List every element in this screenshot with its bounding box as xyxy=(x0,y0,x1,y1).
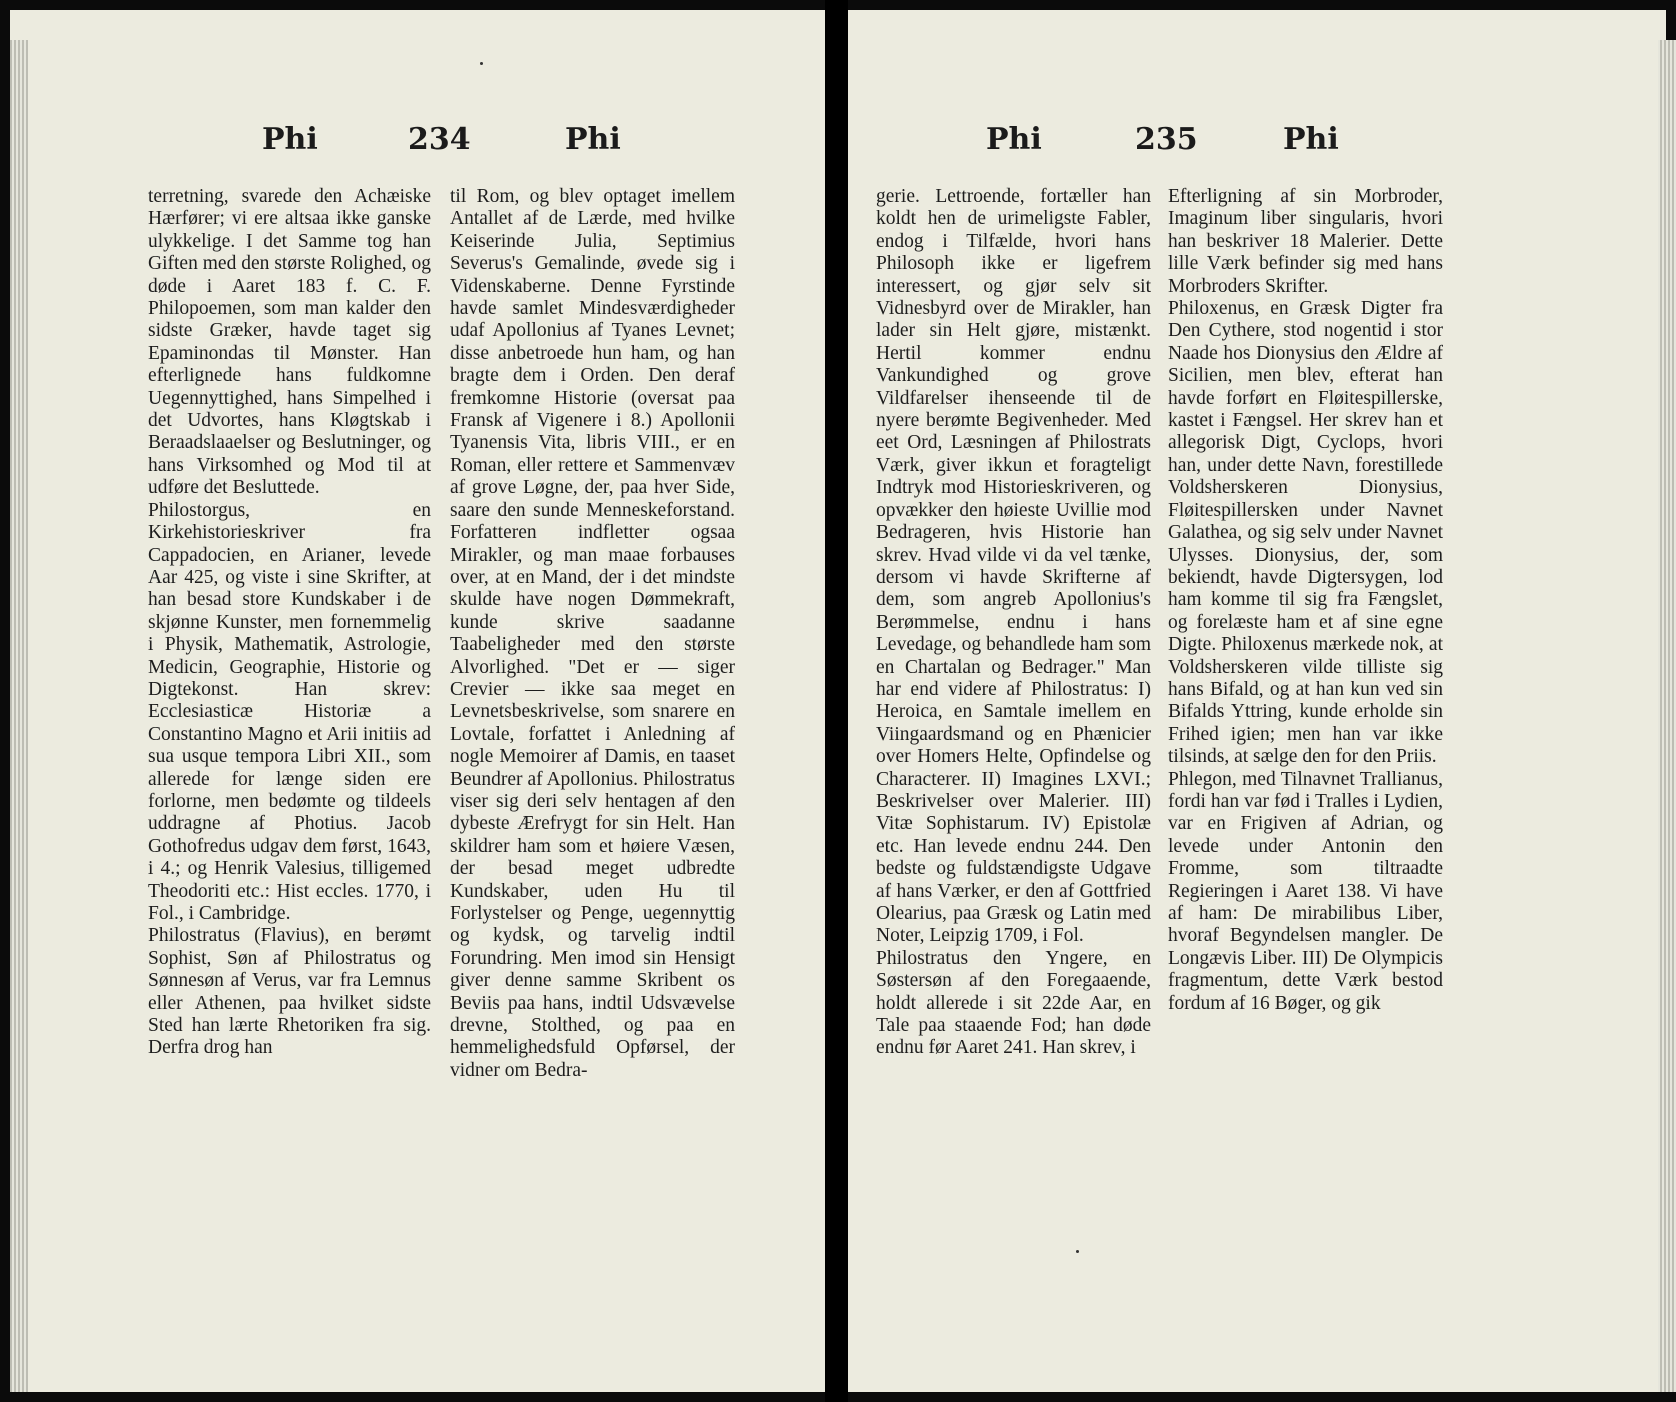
print-speck xyxy=(1076,1250,1079,1253)
left-page-column-1 xyxy=(148,186,431,1060)
right-header-right-word: Phi xyxy=(1283,122,1339,157)
entry-philostratus-yngere-continued: Efterligning af sin Morbroder, Imaginum liber singularis, hvori han beskriver 18 Malerier. Dette lille Værk befinder sig med hans Morbroders Skrifter. xyxy=(1168,186,1443,297)
entry-philoxenus: Philoxenus, en Græsk Digter fra Den Cythere, stod nogentid i stor Naade hos Dionysius den Ældre af Sicilien, men blev, efterat han havde forført en Fløitespillerske, kastet i Fængsel. Her skrev han et allegorisk Digt, Cyclops, hvori han, under dette Navn, forestillede Voldsherskeren Dionysius, Fløitespillersken under Navnet Galathea, og sig selv under Navnet Ulysses. Dionysius, der, som bekiendt, havde Digtersygen, lod ham komme til sig fra Fængslet, og forelæste ham et af sine egne Digte. Philoxenus mærkede nok, at Voldsherskeren vilde tilliste sig hans Bifald, og at han kun ved sin Bifalds Yttring, kunde erholde sin Frihed igien; men han var ikke tilsinds, at sælge den for den Priis. xyxy=(1168,298,1443,768)
entry-philostratus-flavius: Philostratus (Flavius), en berømt Sophist, Søn af Philostratus og Sønnesøn af Verus, var fra Lemnus eller Athenen, paa hvilket sidste Sted han lærte Rhetoriken fra sig. Derfra drog han xyxy=(148,925,431,1059)
right-page-header xyxy=(848,122,1666,172)
left-header-left-word: Phi xyxy=(262,122,318,157)
print-speck xyxy=(480,62,483,65)
left-page xyxy=(10,10,825,1392)
entry-philopoemen-continued: terretning, svarede den Achæiske Hærfører; vi ere altsaa ikke ganske ulykkelige. I det Samme tog han Giften med den største Rolighed, og døde i Aaret 183 f. C. F. Philopoemen, som man kalder den sidste Græker, havde taget sig Epaminondas til Mønster. Han efterlignede hans fuldkomne Uegennyttighed, hans Simpelhed i det Udvortes, hans Kløgtskab i Beraadslaaelser og Beslutninger, og hans Virksomhed og Mod til at udføre det Besluttede. xyxy=(148,186,431,499)
entry-philostratus-den-yngere: Philostratus den Yngere, en Søstersøn af den Foregaaende, holdt allerede i sit 22de Aar, en Tale paa staaende Fod; han døde endnu før Aaret 241. Han skrev, i xyxy=(876,947,1151,1059)
right-page xyxy=(848,10,1666,1392)
book-gutter xyxy=(825,0,848,1402)
entry-phlegon: Phlegon, med Tilnavnet Trallianus, fordi han var fød i Tralles i Lydien, var en Frigiven af Adrian, og levede under Antonin den Fromme, som tiltraadte Regieringen i Aaret 138. Vi have af ham: De mirabilibus Liber, hvoraf Begyndelsen mangler. De Longævis Liber. III) De Olympicis fragmentum, dette Værk bestod fordum af 16 Bøger, og gik xyxy=(1168,768,1443,1014)
entry-philostratus-flavius-continued: til Rom, og blev optaget imellem Antallet af de Lærde, med hvilke Keiserinde Julia, Septimius Severus's Gemalinde, øvede sig i Videnskaberne. Denne Fyrstinde havde samlet Mindesværdigheder udaf Apollonius af Tyanes Levnet; disse anbetroede hun ham, og han bragte dem i Orden. Den deraf fremkomne Historie (oversat paa Fransk af Vigenere i 8.) Apollonii Tyanensis Vita, libris VIII., er en Roman, eller rettere et Sammenvæv af grove Løgne, der, paa hver Side, saare den sunde Menneskeforstand. Forfatteren indfletter ogsaa Mirakler, og man maae forbauses over, at en Mand, der i det mindste skulde have nogen Dømmekraft, kunde skrive saadanne Taabeligheder med den største Alvorlighed. "Det er — siger Crevier — ikke saa meget en Levnetsbeskrivelse, som snarere en Lovtale, forfattet i Anledning af nogle Memoirer af Damis, en taaset Beundrer af Apollonius. Philostratus viser sig deri selv hentagen af den dybeste Ærefrygt for sin Helt. Han skildrer ham som et høiere Væsen, der besad meget udbredte Kundskaber, uden Hu til Forlystelser og Penge, uegennyttig og kydsk, og tarvelig indtil Forundring. Men imod sin Hensigt giver denne samme Skribent os Beviis paa hans, indtil Udsvævelse drevne, Stolthed, og paa en hemmelighedsfuld Opførsel, der vidner om Bedra- xyxy=(450,186,735,1081)
right-page-number: 235 xyxy=(1135,122,1198,157)
left-page-number: 234 xyxy=(408,122,471,157)
left-page-header xyxy=(10,122,825,172)
right-header-left-word: Phi xyxy=(986,122,1042,157)
right-page-column-1 xyxy=(876,186,1151,1060)
entry-philostorgus: Philostorgus, en Kirkehistorieskriver fra Cappadocien, en Arianer, levede Aar 425, og viste i sine Skrifter, at han besad store Kundskaber i de skjønne Kunster, men fornemmelig i Physik, Mathematik, Astrologie, Medicin, Geographie, Historie og Digtekonst. Han skrev: Ecclesiasticæ Historiæ a Constantino Magno et Arii initiis ad sua usque tempora Libri XII., som allerede for længe siden ere forlorne, men bedømte og tildeels uddragne af Photius. Jacob Gothofredus udgav dem først, 1643, i 4.; og Henrik Valesius, tilligemed Theodoriti etc.: Hist eccles. 1770, i Fol., i Cambridge. xyxy=(148,499,431,924)
right-page-edges xyxy=(1658,40,1676,1392)
left-header-right-word: Phi xyxy=(565,122,621,157)
right-page-column-2 xyxy=(1168,186,1443,1015)
left-page-edges xyxy=(10,40,28,1392)
left-page-column-2 xyxy=(450,186,735,1082)
entry-philostratus-continued: gerie. Lettroende, fortæller han koldt hen de urimeligste Fabler, endog i Tilfælde, hvori hans Philosoph ikke er ligefrem interessert, og gjør selv sit Vidnesbyrd over de Mirakler, han lader sin Helt gjøre, mistænkt. Hertil kommer endnu Vankundighed og grove Vildfarelser ihenseende til de nyere berømte Begivenheder. Med eet Ord, Læsningen af Philostrats Værk, giver ikkun et foragteligt Indtryk mod Historieskriveren, og opvækker den høieste Uvillie mod Bedrageren, hvis Historie han skrev. Hvad vilde vi da vel tænke, dersom vi havde Skrifterne af dem, som angreb Apollonius's Berømmelse, endnu i hans Levedage, og behandlede ham som en Chartalan og Bedrager." Man har end videre af Philostratus: I) Heroica, en Samtale imellem en Viingaardsmand og en Phænicier over Homers Helte, Opfindelse og Characterer. II) Imagines LXVI.; Beskrivelser over Malerier. III) Vitæ Sophistarum. IV) Epistolæ etc. Han levede endnu 244. Den bedste og fuldstændigste Udgave af hans Værker, er den af Gottfried Olearius, paa Græsk og Latin med Noter, Leipzig 1709, i Fol. xyxy=(876,186,1151,947)
